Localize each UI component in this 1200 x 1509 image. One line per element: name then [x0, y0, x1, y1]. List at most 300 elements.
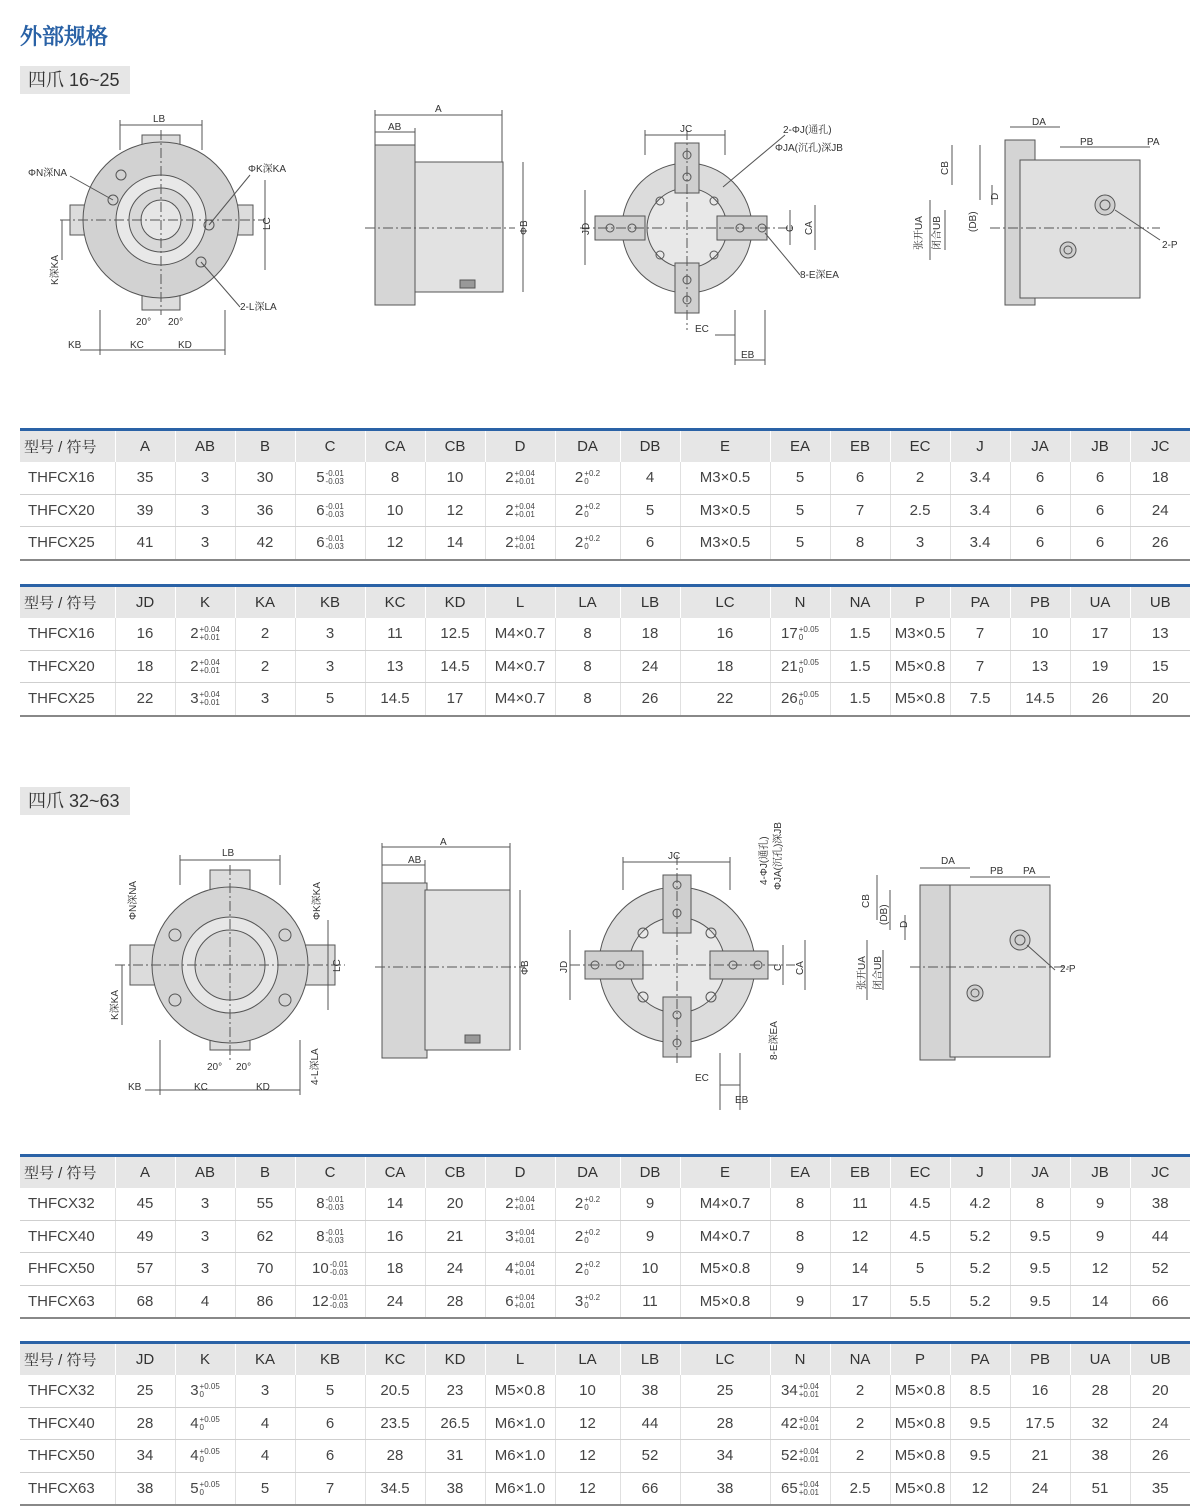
value-cell — [295, 1220, 365, 1253]
svg-text:LC: LC — [332, 959, 343, 972]
tolerance-lower: 0 — [199, 1390, 204, 1400]
value-cell: M3×0.5 — [680, 494, 770, 527]
value-cell: M5×0.8 — [890, 1472, 950, 1505]
value-cell: 28 — [1070, 1375, 1130, 1407]
tolerance-base: 8 — [316, 1195, 325, 1213]
value-cell: 10 — [425, 462, 485, 494]
value-cell: 26 — [1070, 683, 1130, 716]
column-header: EA — [770, 1156, 830, 1189]
value-cell: 16 — [680, 618, 770, 650]
value-cell: 9.5 — [1010, 1285, 1070, 1318]
value-cell: 25 — [115, 1375, 175, 1407]
tolerance-upper: -0.01 — [325, 534, 344, 544]
column-header: LB — [620, 586, 680, 619]
column-header: AB — [175, 1156, 235, 1189]
spec-table-2-part-2 — [20, 1341, 1190, 1506]
value-cell — [485, 462, 555, 494]
value-cell: M5×0.8 — [680, 1285, 770, 1318]
value-cell: M6×1.0 — [485, 1407, 555, 1440]
column-header: JD — [115, 1343, 175, 1376]
tolerance-base: 2 — [505, 501, 514, 519]
tolerance-base: 3 — [190, 1382, 199, 1400]
column-header: DA — [555, 430, 620, 463]
value-cell — [175, 1472, 235, 1505]
tolerance-lower: +0.01 — [514, 509, 535, 519]
tolerance-lower: 0 — [798, 698, 804, 708]
svg-text:CB: CB — [861, 894, 872, 908]
value-cell: 9.5 — [950, 1407, 1010, 1440]
value-cell: 24 — [620, 650, 680, 683]
tolerance — [515, 1229, 535, 1245]
column-header: N — [770, 1343, 830, 1376]
value-cell: 35 — [115, 462, 175, 494]
tolerance-upper: +0.04 — [199, 657, 220, 667]
tolerance-lower: -0.03 — [325, 477, 344, 487]
value-cell: 57 — [115, 1253, 175, 1286]
svg-text:(DB): (DB) — [968, 211, 979, 232]
value-cell: 2 — [235, 650, 295, 683]
column-header: A — [115, 430, 175, 463]
section-label-32-63: 四爪 32~63 — [20, 787, 130, 815]
value-cell — [555, 1188, 620, 1220]
side-view-drawing-2 — [370, 835, 550, 1065]
value-cell: M5×0.8 — [890, 1375, 950, 1407]
column-header: KA — [235, 1343, 295, 1376]
table-row — [20, 1285, 1190, 1318]
value-cell: 9.5 — [1010, 1253, 1070, 1286]
value-cell: 18 — [680, 650, 770, 683]
value-cell: 20 — [425, 1188, 485, 1220]
value-cell — [770, 683, 830, 716]
value-cell: 6 — [1010, 462, 1070, 494]
column-header: UA — [1070, 1343, 1130, 1376]
value-cell: 20 — [1130, 683, 1190, 716]
tolerance — [515, 1196, 535, 1212]
column-header: CA — [365, 1156, 425, 1189]
model-cell: THFCX16 — [20, 618, 115, 650]
value-cell: 18 — [115, 650, 175, 683]
value-cell: 8 — [770, 1188, 830, 1220]
svg-text:2-L深LA: 2-L深LA — [240, 302, 277, 313]
value-cell: 52 — [1130, 1253, 1190, 1286]
value-cell: M5×0.8 — [485, 1375, 555, 1407]
value-cell: 8 — [365, 462, 425, 494]
value-cell — [295, 1253, 365, 1286]
tolerance-upper: +0.04 — [798, 1447, 819, 1457]
tolerance — [799, 659, 819, 675]
svg-text:20°: 20° — [136, 317, 152, 328]
tolerance-base: 52 — [781, 1447, 798, 1465]
value-cell: 28 — [115, 1407, 175, 1440]
svg-text:张开UA: 张开UA — [857, 956, 868, 990]
column-header: CB — [425, 430, 485, 463]
value-cell — [485, 1220, 555, 1253]
svg-text:LC: LC — [262, 217, 273, 230]
value-cell: 8 — [770, 1220, 830, 1253]
value-cell: 26.5 — [425, 1407, 485, 1440]
tolerance-lower: -0.03 — [325, 1203, 344, 1213]
value-cell: 22 — [115, 683, 175, 716]
svg-text:KC: KC — [194, 1082, 208, 1093]
tolerance-lower: -0.03 — [329, 1268, 348, 1278]
value-cell: 3.4 — [950, 494, 1010, 527]
svg-text:ΦB: ΦB — [520, 960, 531, 975]
value-cell: 30 — [235, 462, 295, 494]
svg-text:20°: 20° — [236, 1062, 252, 1073]
tolerance — [799, 1416, 819, 1432]
value-cell: 7 — [950, 650, 1010, 683]
value-cell: 3 — [890, 527, 950, 560]
tolerance-lower: +0.01 — [798, 1390, 819, 1400]
value-cell: 17 — [425, 683, 485, 716]
tolerance-upper: +0.2 — [584, 1195, 601, 1205]
tolerance-base: 3 — [190, 690, 199, 708]
svg-text:8-E深EA: 8-E深EA — [769, 1021, 780, 1060]
column-header: PB — [1010, 586, 1070, 619]
tolerance-lower: +0.01 — [514, 477, 535, 487]
svg-text:K深KA: K深KA — [110, 989, 121, 1020]
tolerance-upper: +0.04 — [199, 690, 220, 700]
value-cell: 4 — [235, 1440, 295, 1473]
table-row — [20, 1188, 1190, 1220]
svg-text:JC: JC — [680, 124, 693, 135]
value-cell: 1.5 — [830, 618, 890, 650]
svg-text:PA: PA — [1147, 137, 1160, 148]
tolerance — [330, 1294, 348, 1310]
tolerance-base: 5 — [190, 1479, 199, 1497]
tolerance-base: 2 — [574, 1260, 584, 1278]
column-header: J — [950, 1156, 1010, 1189]
tolerance-lower: 0 — [199, 1487, 204, 1497]
value-cell — [175, 1407, 235, 1440]
svg-text:D: D — [899, 920, 910, 928]
column-header: JC — [1130, 430, 1190, 463]
table-row — [20, 527, 1190, 560]
value-cell: 18 — [1130, 462, 1190, 494]
value-cell: 4.2 — [950, 1188, 1010, 1220]
model-cell: THFCX20 — [20, 494, 115, 527]
value-cell — [175, 683, 235, 716]
tolerance-lower: +0.01 — [514, 1235, 535, 1245]
side-detail-drawing-2 — [855, 850, 1085, 1070]
value-cell: 7 — [950, 618, 1010, 650]
svg-text:ΦK深KA: ΦK深KA — [248, 164, 286, 175]
side-view-drawing-1 — [345, 100, 545, 320]
column-header: AB — [175, 430, 235, 463]
value-cell: 5.2 — [950, 1285, 1010, 1318]
column-header: B — [235, 1156, 295, 1189]
value-cell: 16 — [115, 618, 175, 650]
value-cell: 3 — [295, 650, 365, 683]
spec-table-1-part-1 — [20, 428, 1190, 561]
value-cell: 14 — [365, 1188, 425, 1220]
value-cell: 10 — [555, 1375, 620, 1407]
column-header: UB — [1130, 1343, 1190, 1376]
column-header: E — [680, 1156, 770, 1189]
value-cell: M4×0.7 — [485, 618, 555, 650]
column-header: JD — [115, 586, 175, 619]
svg-text:张开UA: 张开UA — [914, 216, 925, 250]
value-cell: 70 — [235, 1253, 295, 1286]
svg-text:JC: JC — [668, 851, 681, 862]
column-header: L — [485, 586, 555, 619]
tolerance-lower: +0.01 — [514, 542, 535, 552]
table-row — [20, 1220, 1190, 1253]
column-header: B — [235, 430, 295, 463]
tolerance-lower: +0.01 — [199, 698, 220, 708]
column-header: NA — [830, 586, 890, 619]
svg-text:AB: AB — [388, 122, 402, 133]
value-cell: 4 — [620, 462, 680, 494]
tolerance-base: 26 — [781, 690, 798, 708]
tolerance-lower: +0.01 — [514, 1300, 535, 1310]
tolerance-base: 2 — [574, 1227, 584, 1245]
tolerance-upper: +0.04 — [798, 1414, 819, 1424]
svg-text:2-ΦJ(通孔): 2-ΦJ(通孔) — [783, 125, 832, 136]
value-cell: 22 — [680, 683, 770, 716]
column-header: KB — [295, 586, 365, 619]
value-cell: 11 — [620, 1285, 680, 1318]
value-cell: 12 — [950, 1472, 1010, 1505]
tolerance-base: 3 — [505, 1227, 514, 1245]
svg-text:AB: AB — [408, 855, 422, 866]
column-header: PA — [950, 1343, 1010, 1376]
svg-text:C: C — [773, 963, 784, 971]
tolerance-upper: +0.04 — [514, 469, 535, 479]
value-cell: 7.5 — [950, 683, 1010, 716]
column-header: EC — [890, 430, 950, 463]
svg-text:DA: DA — [941, 856, 955, 867]
tolerance-upper: +0.04 — [514, 1227, 535, 1237]
value-cell: 5.2 — [950, 1220, 1010, 1253]
value-cell: 5.5 — [890, 1285, 950, 1318]
svg-text:EC: EC — [695, 324, 709, 335]
value-cell: M5×0.8 — [890, 683, 950, 716]
spec-table-2-part-1 — [20, 1154, 1190, 1319]
table-row — [20, 1375, 1190, 1407]
value-cell: 12 — [1070, 1253, 1130, 1286]
svg-text:EB: EB — [735, 1095, 749, 1106]
value-cell: 12 — [555, 1407, 620, 1440]
value-cell: 6 — [1070, 527, 1130, 560]
value-cell: 24 — [365, 1285, 425, 1318]
front-view-drawing-1 — [20, 110, 310, 360]
value-cell: 17 — [1070, 618, 1130, 650]
tolerance — [515, 535, 535, 551]
value-cell: 3 — [295, 618, 365, 650]
svg-text:LB: LB — [222, 848, 235, 859]
svg-text:2-P: 2-P — [1060, 964, 1076, 975]
column-header: J — [950, 430, 1010, 463]
value-cell — [555, 1220, 620, 1253]
tolerance-base: 34 — [781, 1382, 798, 1400]
svg-text:CA: CA — [804, 221, 815, 235]
value-cell: M6×1.0 — [485, 1440, 555, 1473]
tolerance-lower: 0 — [584, 477, 589, 487]
model-cell: THFCX63 — [20, 1285, 115, 1318]
tolerance-base: 42 — [781, 1414, 798, 1432]
svg-text:KD: KD — [256, 1082, 270, 1093]
front-view-drawing-2 — [100, 840, 350, 1100]
column-header: D — [485, 430, 555, 463]
value-cell: 14 — [830, 1253, 890, 1286]
value-cell — [485, 494, 555, 527]
tolerance-base: 21 — [781, 657, 798, 675]
tolerance — [200, 1448, 220, 1464]
svg-text:20°: 20° — [168, 317, 184, 328]
value-cell: 26 — [620, 683, 680, 716]
value-cell: 6 — [1070, 494, 1130, 527]
value-cell — [485, 1285, 555, 1318]
model-cell: THFCX25 — [20, 527, 115, 560]
value-cell: 24 — [1130, 494, 1190, 527]
column-header: PA — [950, 586, 1010, 619]
value-cell: 11 — [365, 618, 425, 650]
tolerance — [200, 1416, 220, 1432]
svg-text:ΦK深KA: ΦK深KA — [312, 882, 323, 920]
tolerance-lower: +0.01 — [798, 1455, 819, 1465]
tolerance — [799, 691, 819, 707]
tolerance — [799, 1383, 819, 1399]
tolerance-upper: +0.04 — [514, 501, 535, 511]
tolerance-upper: -0.01 — [329, 1260, 348, 1270]
column-header: 型号 / 符号 — [20, 1343, 115, 1376]
value-cell: 15 — [1130, 650, 1190, 683]
tolerance-base: 17 — [781, 625, 798, 643]
tolerance — [584, 470, 600, 486]
value-cell: 2 — [890, 462, 950, 494]
column-header: LC — [680, 1343, 770, 1376]
column-header: JA — [1010, 1156, 1070, 1189]
svg-text:闭合UB: 闭合UB — [873, 956, 884, 990]
value-cell — [555, 494, 620, 527]
value-cell — [295, 527, 365, 560]
tolerance-base: 4 — [190, 1447, 199, 1465]
value-cell: 3 — [175, 1188, 235, 1220]
table-row — [20, 650, 1190, 683]
value-cell: M5×0.8 — [890, 1407, 950, 1440]
value-cell: 11 — [830, 1188, 890, 1220]
column-header: LA — [555, 586, 620, 619]
value-cell: 6 — [620, 527, 680, 560]
value-cell: 9.5 — [950, 1440, 1010, 1473]
svg-text:PB: PB — [1080, 137, 1094, 148]
column-header: N — [770, 586, 830, 619]
column-header: CB — [425, 1156, 485, 1189]
tolerance-upper: +0.05 — [798, 625, 819, 635]
column-header: P — [890, 586, 950, 619]
value-cell — [175, 650, 235, 683]
value-cell: 5 — [770, 527, 830, 560]
value-cell: 4 — [235, 1407, 295, 1440]
tolerance-upper: +0.04 — [514, 1260, 535, 1270]
value-cell: 10 — [1010, 618, 1070, 650]
value-cell: 21 — [1010, 1440, 1070, 1473]
value-cell: 18 — [620, 618, 680, 650]
spec-table-1-part-2 — [20, 584, 1190, 717]
value-cell: 7 — [295, 1472, 365, 1505]
column-header: KD — [425, 1343, 485, 1376]
tolerance-upper: +0.2 — [584, 469, 601, 479]
svg-text:KB: KB — [128, 1082, 142, 1093]
tolerance — [584, 503, 600, 519]
value-cell: 3 — [175, 527, 235, 560]
tolerance-base: 6 — [316, 501, 325, 519]
tolerance — [515, 470, 535, 486]
top-view-drawing-1 — [575, 115, 865, 375]
value-cell: 10 — [365, 494, 425, 527]
value-cell — [770, 1407, 830, 1440]
value-cell: 4.5 — [890, 1188, 950, 1220]
column-header: 型号 / 符号 — [20, 1156, 115, 1189]
value-cell: 13 — [365, 650, 425, 683]
tolerance-base: 5 — [316, 469, 325, 487]
value-cell: 12 — [830, 1220, 890, 1253]
svg-text:PA: PA — [1023, 866, 1036, 877]
tolerance-upper: +0.04 — [514, 534, 535, 544]
value-cell: 86 — [235, 1285, 295, 1318]
value-cell: 38 — [115, 1472, 175, 1505]
value-cell: 9 — [620, 1220, 680, 1253]
value-cell — [555, 527, 620, 560]
column-header: E — [680, 430, 770, 463]
top-view-drawing-2 — [555, 815, 815, 1110]
column-header: KA — [235, 586, 295, 619]
value-cell: 19 — [1070, 650, 1130, 683]
value-cell: 14 — [1070, 1285, 1130, 1318]
value-cell: 49 — [115, 1220, 175, 1253]
value-cell: 9 — [1070, 1188, 1130, 1220]
value-cell: 9.5 — [1010, 1220, 1070, 1253]
column-header: PB — [1010, 1343, 1070, 1376]
table-row — [20, 1407, 1190, 1440]
model-cell: THFCX40 — [20, 1407, 115, 1440]
value-cell — [295, 1188, 365, 1220]
tolerance-upper: -0.01 — [325, 1195, 344, 1205]
tolerance — [515, 1261, 535, 1277]
tolerance-lower: +0.01 — [798, 1422, 819, 1432]
value-cell: 2 — [830, 1407, 890, 1440]
value-cell: 41 — [115, 527, 175, 560]
value-cell: 26 — [1130, 527, 1190, 560]
value-cell: 13 — [1010, 650, 1070, 683]
tolerance — [326, 503, 344, 519]
value-cell: 38 — [680, 1472, 770, 1505]
value-cell: 66 — [1130, 1285, 1190, 1318]
svg-text:ΦN深NA: ΦN深NA — [28, 168, 68, 179]
value-cell: 6 — [295, 1440, 365, 1473]
value-cell: 14.5 — [425, 650, 485, 683]
svg-text:A: A — [440, 837, 447, 848]
column-header: JB — [1070, 1156, 1130, 1189]
value-cell: 4.5 — [890, 1220, 950, 1253]
value-cell: 24 — [1130, 1407, 1190, 1440]
tolerance-base: 2 — [505, 534, 514, 552]
value-cell: 12 — [555, 1440, 620, 1473]
column-header: JA — [1010, 430, 1070, 463]
value-cell: 66 — [620, 1472, 680, 1505]
tolerance-upper: +0.04 — [798, 1382, 819, 1392]
column-header: A — [115, 1156, 175, 1189]
svg-text:KB: KB — [68, 340, 82, 351]
column-header: LC — [680, 586, 770, 619]
value-cell: 9 — [770, 1253, 830, 1286]
value-cell: 42 — [235, 527, 295, 560]
tolerance-upper: +0.2 — [584, 1227, 601, 1237]
svg-text:20°: 20° — [207, 1062, 223, 1073]
tolerance — [326, 470, 344, 486]
value-cell: M5×0.8 — [890, 650, 950, 683]
